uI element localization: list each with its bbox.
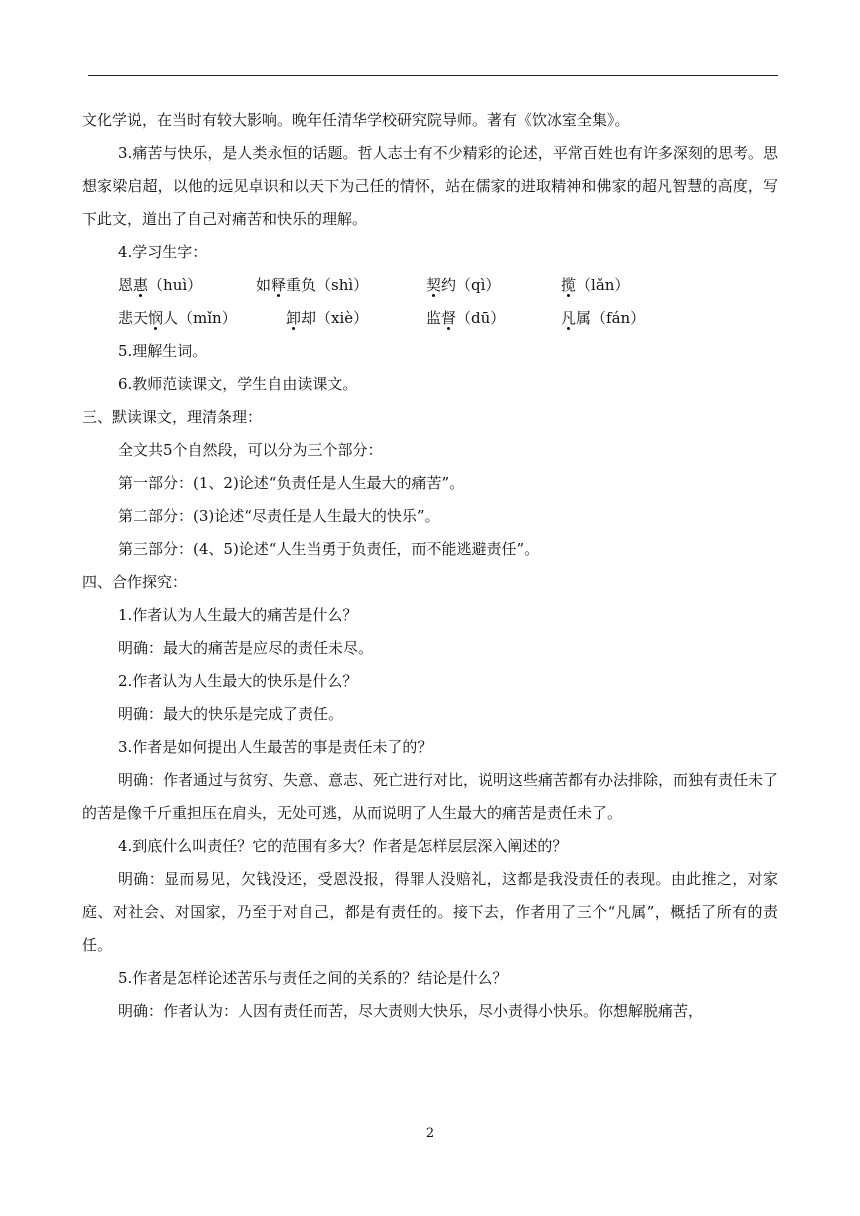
section-heading-3: 三、默读课文，理清条理： <box>82 408 263 426</box>
emphasis-char: 卸 <box>286 309 302 327</box>
emphasis-char: 释 <box>271 276 287 294</box>
emphasis-char: 悯 <box>148 309 164 327</box>
vocab-word: 凡属（fán） <box>561 309 646 327</box>
vocab-word: 监督（dū） <box>426 309 506 327</box>
question-2: 2.作者认为人生最大的快乐是什么？ <box>118 672 358 690</box>
question-1: 1.作者认为人生最大的痛苦是什么？ <box>118 606 358 624</box>
paragraph-6: 6.教师范读课文，学生自由读课文。 <box>118 375 358 393</box>
vocab-row-2 <box>82 302 778 335</box>
vocab-row-1 <box>82 269 778 302</box>
emphasis-char: 揽 <box>561 276 577 294</box>
vocab-word: 悲天悯人（mǐn） <box>118 309 237 327</box>
structure-summary: 全文共5个自然段，可以分为三个部分： <box>118 441 383 459</box>
question-5: 5.作者是怎样论述苦乐与责任之间的关系的？结论是什么？ <box>118 969 508 987</box>
paragraph-5: 5.理解生词。 <box>118 342 208 360</box>
structure-part-3: 第三部分：(4、5)论述“人生当勇于负责任，而不能逃避责任”。 <box>118 540 540 558</box>
page-number: 2 <box>425 1126 435 1141</box>
emphasis-char: 凡 <box>561 309 577 327</box>
section-heading-4: 四、合作探究： <box>82 573 188 591</box>
header-rule <box>88 75 778 76</box>
answer-3: 明确：作者通过与贫穷、失意、意志、死亡进行对比，说明这些痛苦都有办法排除，而独有责任未了的苦是像千斤重担压在肩头，无处可逃，从而说明了人生最大的痛苦是责任未了。 <box>82 771 779 822</box>
emphasis-char: 惠 <box>133 276 149 294</box>
paragraph-continuation: 文化学说，在当时有较大影响。晚年任清华学校研究院导师。著有《饮冰室全集》。 <box>82 111 630 129</box>
question-4: 4.到底什么叫责任？它的范围有多大？作者是怎样层层深入阐述的？ <box>118 837 568 855</box>
vocab-word: 契约（qì） <box>426 276 501 294</box>
question-3: 3.作者是如何提出人生最苦的事是责任未了的？ <box>118 738 433 756</box>
answer-1: 明确：最大的痛苦是应尽的责任未尽。 <box>118 639 374 657</box>
structure-part-2: 第二部分：(3)论述“尽责任是人生最大的快乐”。 <box>118 507 440 525</box>
vocab-word: 卸却（xiè） <box>286 309 369 327</box>
vocab-word: 恩惠（huì） <box>118 276 203 294</box>
document-body <box>82 104 778 1028</box>
paragraph-3: 3.痛苦与快乐，是人类永恒的话题。哲人志士有不少精彩的论述，平常百姓也有许多深刻的思考。思想家梁启超，以他的远见卓识和以天下为己任的情怀，站在儒家的进取精神和佛家的超凡智慧的高度，写下此文，道出了自己对痛苦和快乐的理解。 <box>82 144 778 228</box>
emphasis-char: 契 <box>426 276 442 294</box>
emphasis-char: 督 <box>441 309 457 327</box>
vocab-word: 如释重负（shì） <box>256 276 369 294</box>
vocab-word: 揽（lǎn） <box>561 276 630 294</box>
answer-5: 明确：作者认为：人因有责任而苦，尽大责则大快乐，尽小责得小快乐。你想解脱痛苦， <box>118 1002 704 1020</box>
paragraph-4: 4.学习生字： <box>118 243 208 261</box>
answer-2: 明确：最大的快乐是完成了责任。 <box>118 705 344 723</box>
structure-part-1: 第一部分：(1、2)论述“负责任是人生最大的痛苦”。 <box>118 474 465 492</box>
answer-4: 明确：显而易见，欠钱没还，受恩没报，得罪人没赔礼，这都是我没责任的表现。由此推之，对家庭、对社会、对国家，乃至于对自己，都是有责任的。接下去，作者用了三个“凡属”，概括了所有的责任。 <box>82 870 778 954</box>
